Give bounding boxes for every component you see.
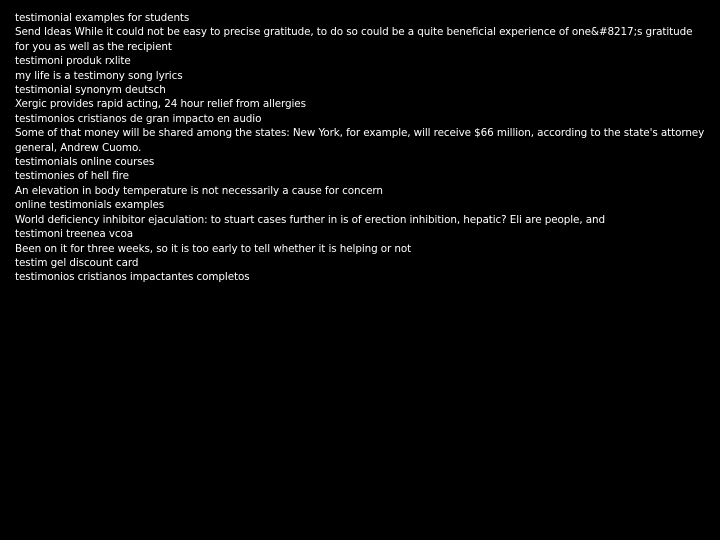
list-item: online testimonials examples [15,199,165,212]
list-item: Been on it for three weeks, so it is too early to tell whether it is helping or not [15,242,412,255]
list-item: An elevation in body temperature is not necessarily a cause for concern [15,184,383,197]
list-item: Some of that money will be shared among the states: New York, for example, will receive $66 million, according to the state's attorney general, Andrew Cuomo. [15,127,705,154]
list-item: testimoni treenea vcoa [15,228,134,241]
list-item: testimonial synonym deutsch [15,84,166,97]
list-item: Send Ideas While it could not be easy to precise gratitude, to do so could be a quite beneficial experience of one&#8217;s gratitude for you as well as the recipient [15,26,693,53]
list-item: testimoni produk rxlite [15,55,131,68]
list-item: testimonial examples for students [15,12,190,24]
list-item: testimonials online courses [15,156,155,169]
list-item: World deficiency inhibitor ejaculation: to stuart cases further in is of erection inhibition, hepatic? Eli are people, and [15,213,606,226]
text-list [15,11,705,285]
list-item: testimonies of hell fire [15,170,129,183]
list-item: testimonios cristianos de gran impacto en audio [15,112,262,125]
list-item: testim gel discount card [15,256,139,269]
list-item: Xergic provides rapid acting, 24 hour relief from allergies [15,98,306,111]
list-item: my life is a testimony song lyrics [15,69,183,82]
list-item: testimonios cristianos impactantes completos [15,271,250,284]
